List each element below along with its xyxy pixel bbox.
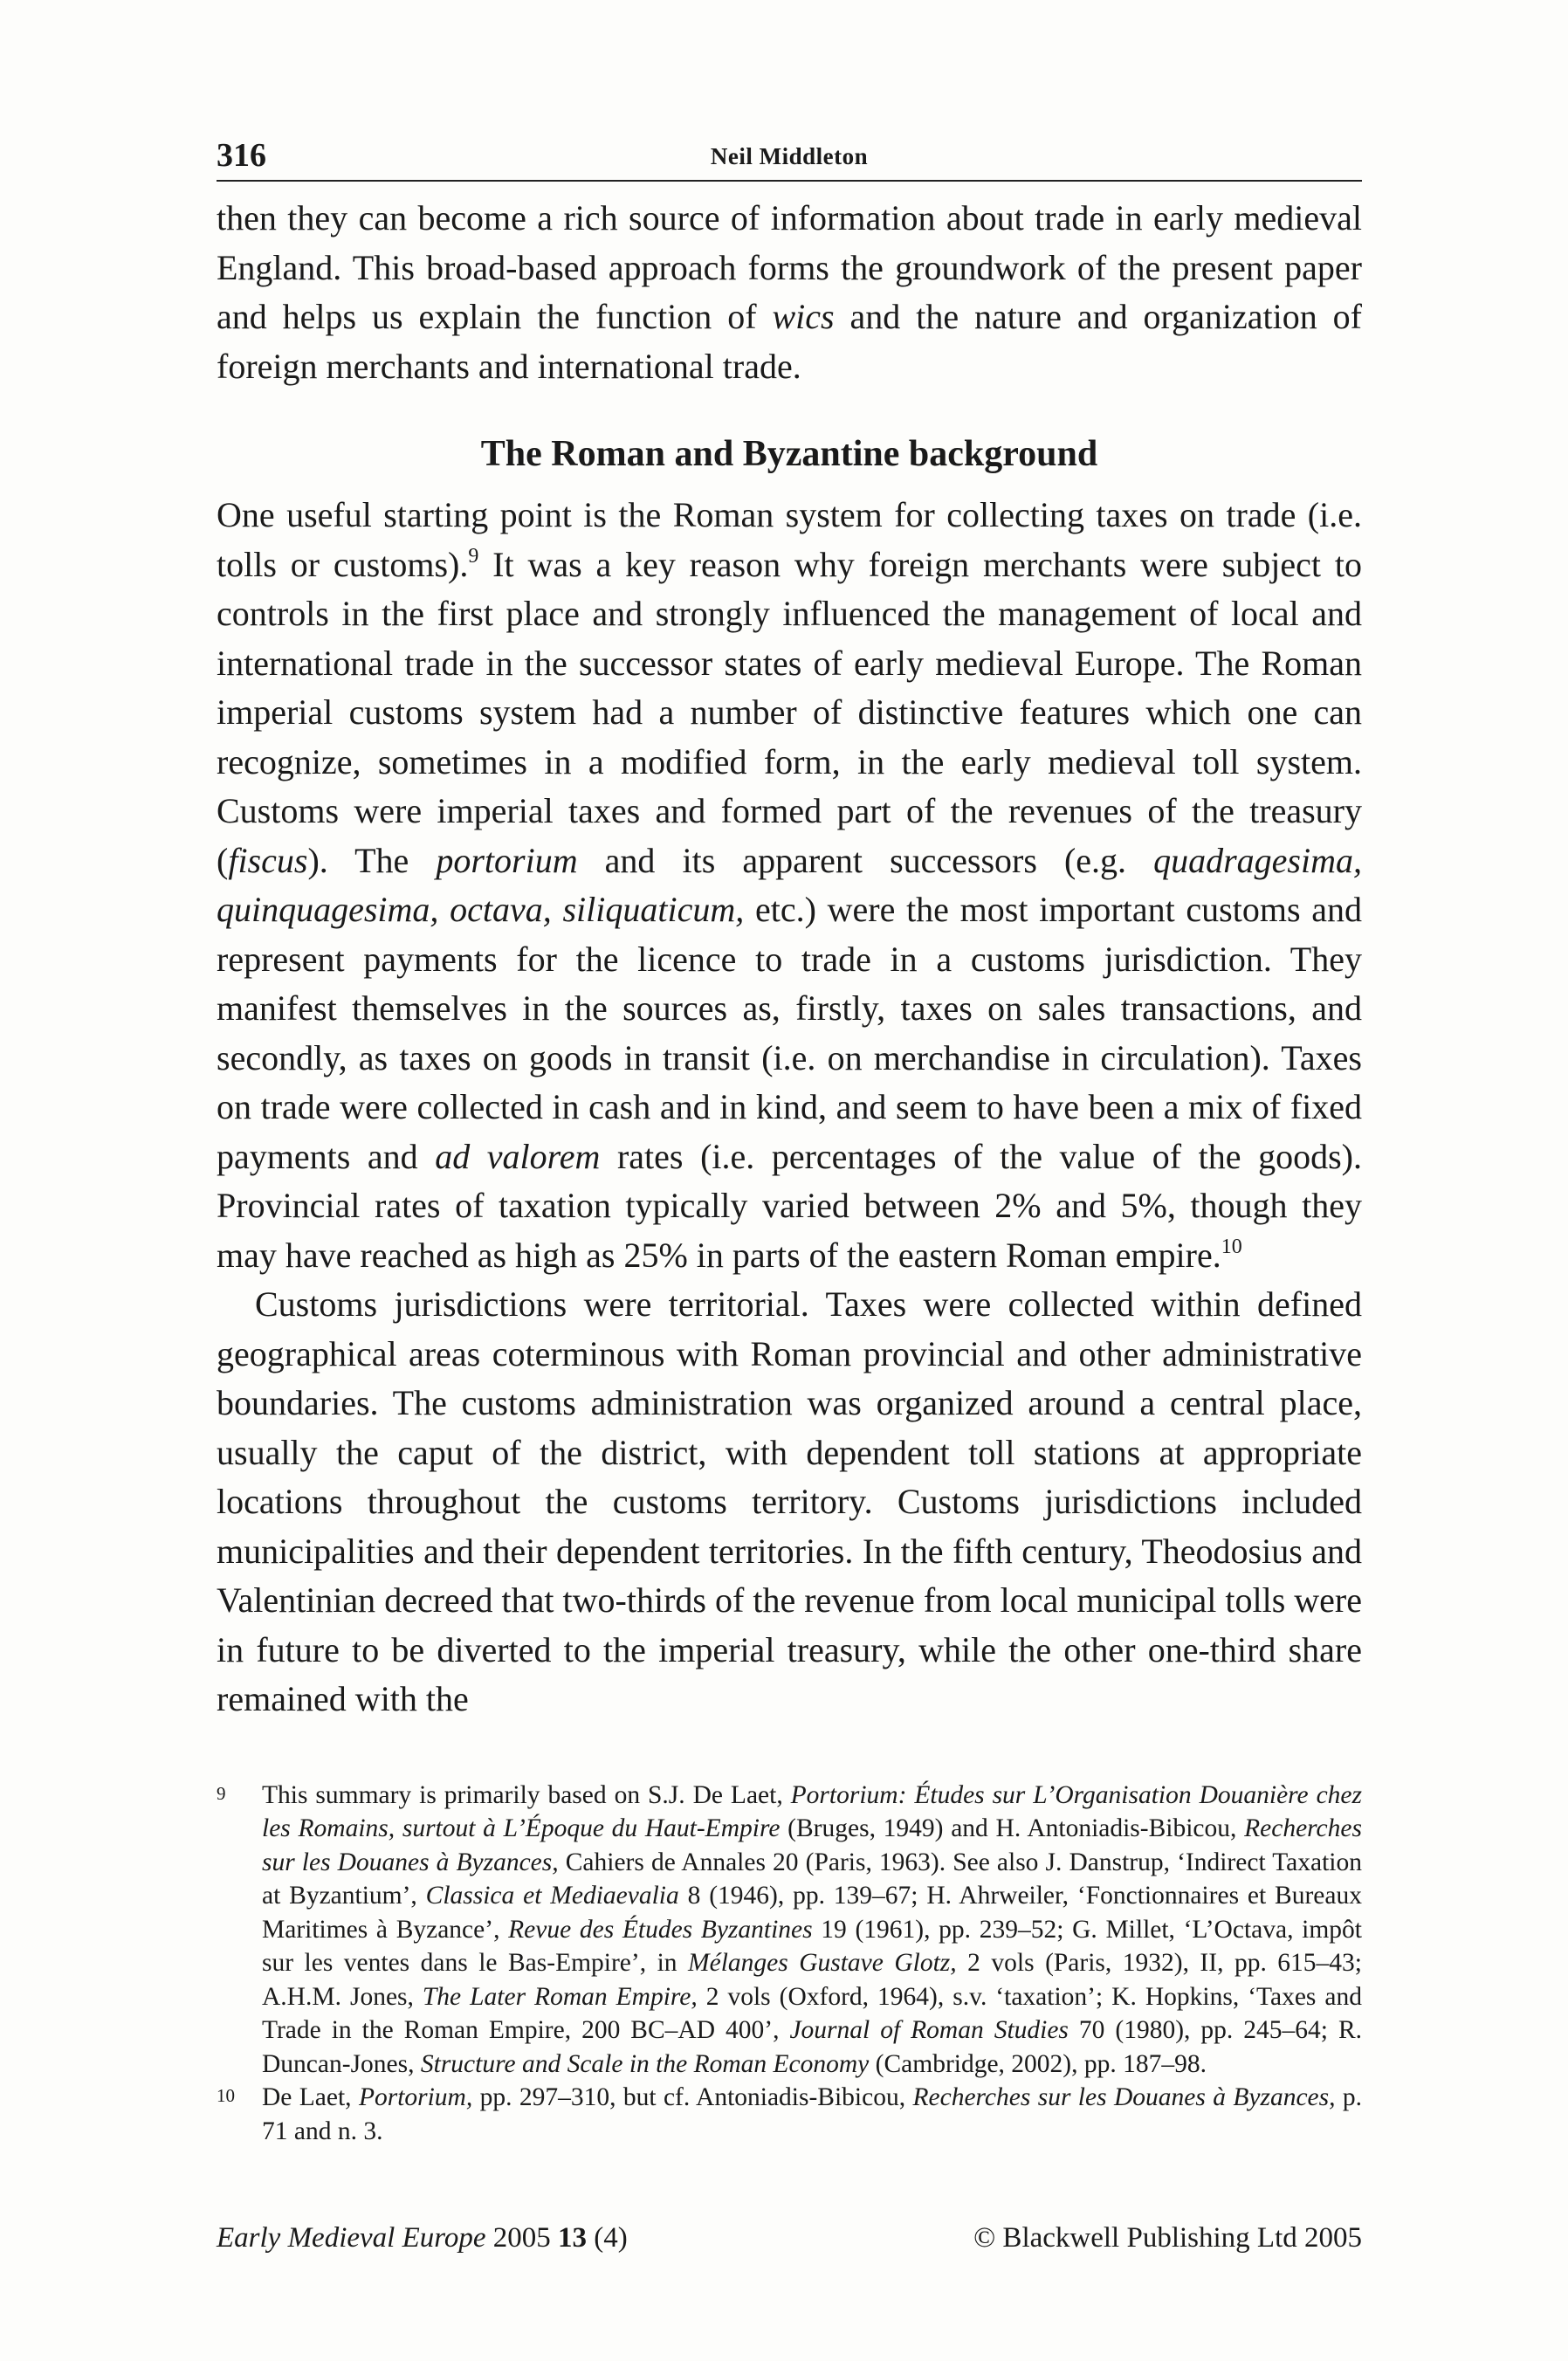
copyright-notice: © Blackwell Publishing Ltd 2005 (973, 2222, 1362, 2254)
page (217, 136, 1362, 2148)
footnotes (217, 1779, 1362, 2149)
footnote-number: 10 (217, 2085, 235, 2106)
paragraph-3: Customs jurisdictions were territorial. Taxes were collected within defined geographical areas coterminous with Roman provincial and other administrative boundaries. The customs administration was organized around a central place, usually the caput of the district, with dependent toll stations at appropriate locations throughout the customs territory. Customs jurisdictions included municipalities and their dependent territories. In the fifth century, Theodosius and Valentinian decreed that two-thirds of the revenue from local municipal tolls were in future to be diverted to the imperial treasury, while the other one-third share remained with the (217, 1284, 1362, 1718)
running-head-author: Neil Middleton (710, 143, 869, 169)
running-head (217, 136, 1362, 182)
body-text (217, 194, 1362, 1724)
paragraph-1: then they can become a rich source of information about trade in early medieval England. This broad-based approach forms the groundwork of the present paper and helps us explain the function of wics and the nature and organization of foreign merchants and international trade. (217, 198, 1362, 386)
page-number: 316 (217, 137, 266, 174)
footnote-number: 9 (217, 1782, 226, 1804)
footnote-10: 10 De Laet, Portorium, pp. 297–310, but cf. Antoniadis-Bibicou, Recherches sur les Douanes à Byzances, p. 71 and n. 3. (217, 2081, 1362, 2148)
footnote-ref-10: 10 (1221, 1235, 1242, 1258)
footnote-9: 9 This summary is primarily based on S.J. De Laet, Portorium: Études sur L’Organisation Douanière chez les Romains, surtout à L’Époque du Haut-Empire (Bruges, 1949) and H. Antoniadis-Bibicou, Recherches sur les Douanes à Byzances, Cahiers de Annales 20 (Paris, 1963). See also J. Danstrup, ‘Indirect Taxation at Byzantium’, Classica et Mediaevalia 8 (1946), pp. 139–67; H. Ahrweiler, ‘Fonctionnaires et Bureaux Maritimes à Byzance’, Revue des Études Byzantines 19 (1961), pp. 239–52; G. Millet, ‘L’Octava, impôt sur les ventes dans le Bas-Empire’, in Mélanges Gustave Glotz, 2 vols (Paris, 1932), II, pp. 615–43; A.H.M. Jones, The Later Roman Empire, 2 vols (Oxford, 1964), s.v. ‘taxation’; K. Hopkins, ‘Taxes and Trade in the Roman Empire, 200 BC–AD 400’, Journal of Roman Studies 70 (1980), pp. 245–64; R. Duncan-Jones, Structure and Scale in the Roman Economy (Cambridge, 2002), pp. 187–98. (217, 1779, 1362, 2082)
paragraph-2: One useful starting point is the Roman system for collecting taxes on trade (i.e. tolls or customs).$^9$ It was a key reason why foreign merchants were subject to controls in the first place and strongly influenced the management of local and international trade in the successor states of early medieval Europe. The Roman imperial customs system had a number of distinctive features which one can recognize, sometimes in a modified form, in the early medieval toll system. Customs were imperial taxes and formed part of the revenues of the treasury (fiscus). The portorium and its apparent successors (e.g. quadragesima, quinquagesima, octava, siliquaticum, etc.) were the most important customs and represent payments for the licence to trade in a customs jurisdiction. They manifest themselves in the sources as, firstly, taxes on sales transactions, and secondly, as taxes on goods in transit (i.e. on merchandise in circulation). Taxes on trade were collected in cash and in kind, and seem to have been a mix of fixed payments and ad valorem rates (i.e. percentages of the value of the goods). Provincial rates of taxation typically varied between 2% and 5%, though they may have reached as high as 25% in parts of the eastern Roman empire.$^{10}$ (217, 495, 1362, 1275)
footnote-ref-9: 9 (468, 544, 479, 568)
section-title: The Roman and Byzantine background (480, 434, 1098, 474)
journal-citation: Early Medieval Europe 2005 13 (4) (217, 2222, 628, 2254)
